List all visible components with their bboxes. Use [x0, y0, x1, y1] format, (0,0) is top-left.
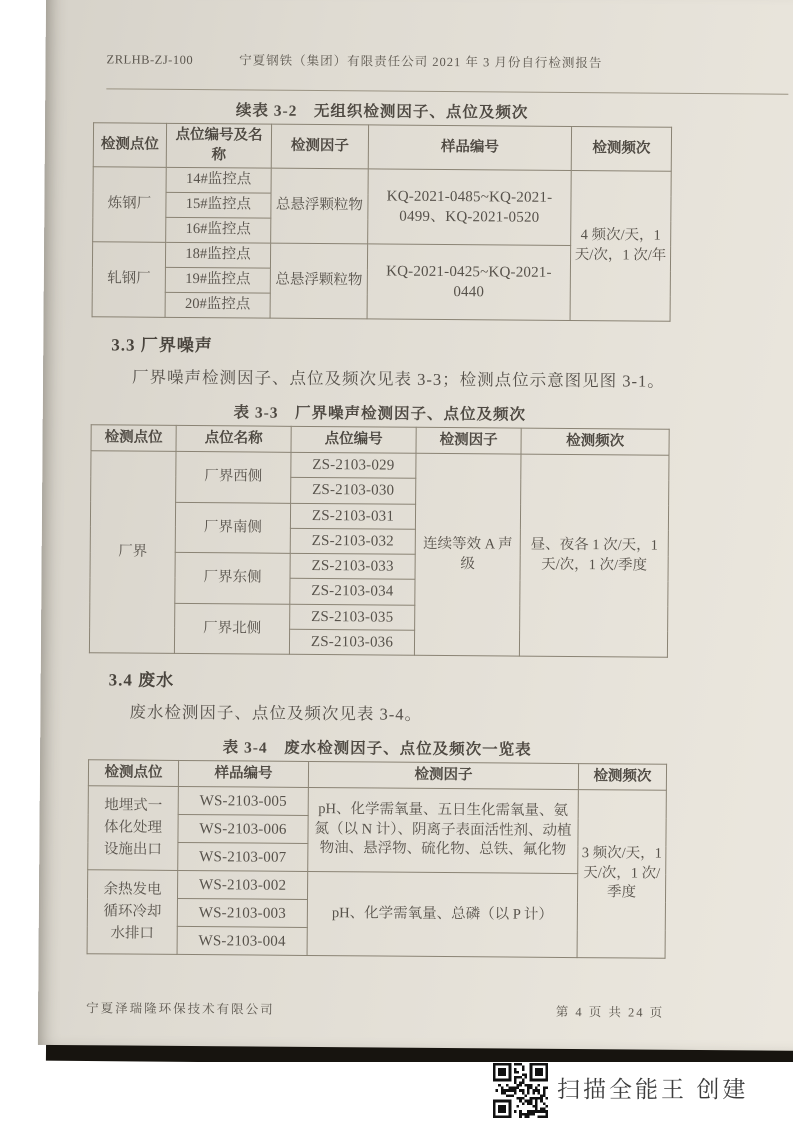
- sample-code-cell: KQ-2021-0485~KQ-2021-0499、KQ-2021-0520: [368, 169, 572, 246]
- column-header: 检测频次: [571, 127, 671, 172]
- section-3-3-paragraph: 厂界噪声检测因子、点位及频次见表 3-3；检测点位示意图见图 3-1。: [132, 367, 665, 391]
- point-cell: 14#监控点: [166, 167, 271, 193]
- table-3-4-caption: 表 3-4 废水检测因子、点位及频次一览表: [222, 739, 532, 759]
- table-row: [91, 451, 669, 481]
- point-code-cell: ZS-2103-033: [290, 553, 415, 579]
- sample-code-cell: WS-2103-003: [177, 899, 307, 928]
- scanner-watermark-label: 扫描全能王 创建: [557, 1076, 749, 1102]
- column-header: 检测点位: [91, 425, 176, 452]
- factor-cell: 连续等效 A 声级: [414, 453, 521, 656]
- site-cell: 炼钢厂: [93, 167, 167, 243]
- section-3-4-paragraph: 废水检测因子、点位及频次见表 3-4。: [129, 702, 423, 724]
- table-row: [88, 786, 666, 819]
- frequency-cell: 4 频次/天，1 天/次，1 次/年: [570, 171, 671, 322]
- factor-cell: pH、化学需氧量、五日生化需氧量、氨氮（以 N 计）、阴离子表面活性剂、动植物油、悬浮物、硫化物、总铁、氟化物: [308, 788, 579, 874]
- sample-code-cell: KQ-2021-0425~KQ-2021-0440: [367, 244, 571, 321]
- factor-cell: 总悬浮颗粒物: [271, 168, 369, 244]
- point-name-cell: 厂界南侧: [175, 502, 290, 553]
- section-3-4-heading: 3.4 废水: [108, 670, 175, 691]
- point-name-cell: 厂界西侧: [176, 452, 291, 503]
- point-cell: 19#监控点: [165, 267, 270, 293]
- page-running-footer: [86, 998, 664, 1021]
- column-header: 检测点位: [93, 123, 166, 168]
- site-cell: [87, 870, 178, 955]
- site-cell: [88, 786, 179, 871]
- section-3-3-heading: 3.3 厂界噪声: [111, 335, 213, 356]
- page-running-header: [106, 49, 788, 94]
- sample-code-cell: WS-2103-006: [178, 815, 308, 844]
- point-code-cell: ZS-2103-029: [291, 452, 416, 478]
- point-name-cell: 厂界北侧: [174, 603, 289, 654]
- column-header: 样品编号: [368, 125, 571, 171]
- point-cell: 15#监控点: [166, 192, 271, 218]
- point-code-cell: ZS-2103-030: [291, 478, 416, 504]
- sample-code-cell: WS-2103-002: [177, 871, 307, 900]
- point-code-cell: ZS-2103-034: [290, 579, 415, 605]
- column-header: 检测点位: [88, 760, 178, 787]
- table-3-2: [92, 122, 673, 322]
- table-3-2-caption: 续表 3-2 无组织检测因子、点位及频次: [235, 102, 529, 122]
- sample-code-cell: WS-2103-007: [178, 843, 308, 872]
- column-header: 检测因子: [308, 762, 578, 790]
- point-cell: 18#监控点: [165, 242, 270, 268]
- column-header: 检测频次: [521, 428, 669, 455]
- frequency-cell: 昼、夜各 1 次/天，1 天/次，1 次/季度: [519, 454, 669, 657]
- site-label: 地埋式一体化处理设施出口: [103, 797, 163, 858]
- footer-page-number: 第 4 页 共 24 页: [555, 1005, 665, 1020]
- site-cell: 厂界: [89, 451, 176, 654]
- scanned-report-page: [38, 0, 793, 1051]
- column-header: 检测频次: [578, 764, 666, 791]
- frequency-cell: 3 频次/天，1 天/次，1 次/季度: [577, 790, 666, 959]
- table-3-4: [87, 759, 668, 959]
- column-header: 点位名称: [176, 426, 291, 453]
- factor-cell: pH、化学需氧量、总磷（以 P 计）: [307, 872, 578, 958]
- page-content: [86, 0, 793, 1022]
- factor-cell: 总悬浮颗粒物: [270, 243, 368, 319]
- table-row: [93, 123, 671, 172]
- point-cell: 20#监控点: [165, 292, 270, 318]
- table-3-3-caption: 表 3-3 厂界噪声检测因子、点位及频次: [233, 404, 527, 424]
- footer-company-name: 宁夏泽瑞隆环保技术有限公司: [86, 1001, 275, 1017]
- report-title: 宁夏钢铁（集团）有限责任公司 2021 年 3 月份自行检测报告: [239, 53, 603, 71]
- column-header: 样品编号: [178, 761, 308, 788]
- sample-code-cell: WS-2103-005: [178, 787, 308, 816]
- site-label: 余热发电循环冷却水排口: [103, 881, 162, 942]
- table-3-3: [89, 424, 670, 658]
- sample-code-cell: WS-2103-004: [177, 927, 307, 956]
- column-header: 点位编号及名称: [166, 123, 271, 168]
- qr-code-icon: [493, 1063, 548, 1118]
- column-header: 检测因子: [416, 427, 521, 454]
- column-header: 检测因子: [271, 124, 368, 169]
- point-name-cell: 厂界东侧: [175, 553, 290, 604]
- point-code-cell: ZS-2103-035: [290, 604, 415, 630]
- point-cell: 16#监控点: [166, 217, 271, 243]
- point-code-cell: ZS-2103-036: [289, 629, 414, 655]
- point-code-cell: ZS-2103-031: [290, 503, 415, 529]
- site-cell: 轧钢厂: [92, 242, 166, 318]
- point-code-cell: ZS-2103-032: [290, 528, 415, 554]
- column-header: 点位编号: [291, 426, 416, 453]
- document-code: ZRLHB-ZJ-100: [106, 52, 194, 68]
